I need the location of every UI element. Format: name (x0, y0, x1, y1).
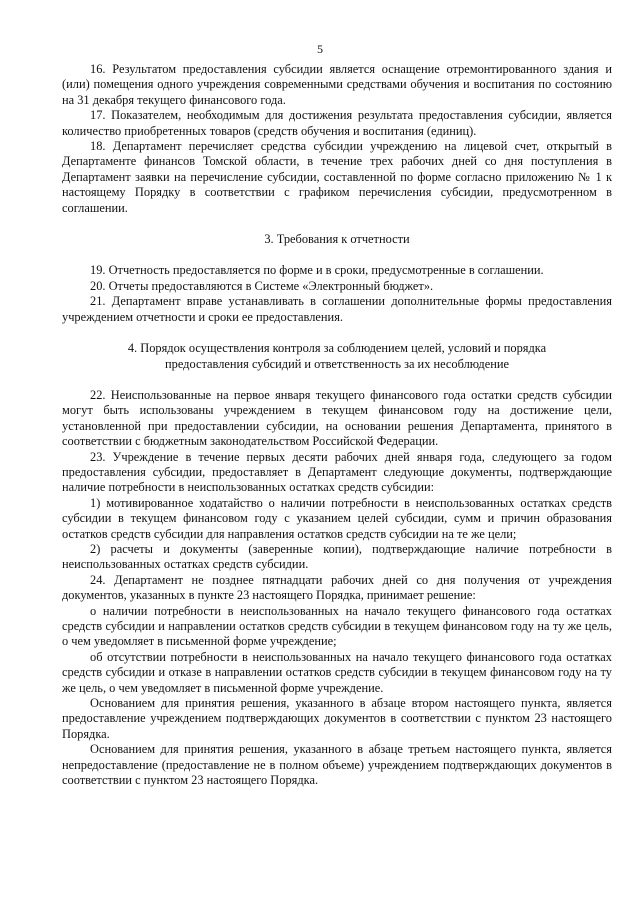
paragraph-20: 20. Отчеты предоставляются в Системе «Электронный бюджет». (90, 278, 434, 293)
section-3-heading: 3. Требования к отчетности (264, 232, 410, 247)
paragraph-24: 24. Департамент не позднее пятнадцати рабочих дней со дня получения от учреждения документов, указанных в пункте 23 настоящего Порядка, принимает решение: (62, 572, 612, 603)
paragraph-24-decision-positive: о наличии потребности в неиспользованных на начало текущего финансового года остатках средств субсидии и направлении остатков средств субсидии в текущем финансовом году на ту же цель, о чем уведомляет в письменной форме учреждение; (62, 603, 612, 649)
paragraph-18: 18. Департамент перечисляет средства субсидии учреждению на лицевой счет, открытый в Департаменте финансов Томской области, в течение трех рабочих дней со дня поступления в Департамент заявки на перечисление субсидии, составленной по форме согласно приложению № 1 к настоящему Порядку в соответствии с графиком перечисления субсидии, предусмотренном в соглашении. (62, 139, 612, 215)
page-number: 5 (317, 42, 323, 56)
paragraph-16: 16. Результатом предоставления субсидии является оснащение отремонтированного здания и (или) помещения одного учреждения современными средствами обучения и воспитания по состоянию на 31 декабря текущего финансового года. (62, 62, 612, 107)
paragraph-22: 22. Неиспользованные на первое января текущего финансового года остатки средств субсидии могут быть использованы учреждением в текущем финансовом году на достижение цели, установленной при предоставлении субсидии, на основании решения Департамента, принятого в соответствии с бюджетным законодательством Российской Федерации. (62, 387, 612, 449)
section-4-heading: 4. Порядок осуществления контроля за соблюдением целей, условий и порядка предоставления субсидий и ответственность за их несоблюдение (127, 341, 547, 371)
paragraph-24-basis-negative: Основанием для принятия решения, указанного в абзаце третьем настоящего пункта, является непредоставление (предоставление не в полном объеме) учреждением подтверждающих документов в соответствии с пунктом 23 настоящего Порядка. (62, 742, 612, 788)
paragraph-23-item-1: 1) мотивированное ходатайство о наличии потребности в неиспользованных остатках средств субсидии в текущем финансовом году с указанием целей субсидии, сумм и причин образования остатков средств субсидии для направления остатков средств субсидии на те же цели; (62, 495, 612, 541)
paragraph-24-basis-positive: Основанием для принятия решения, указанного в абзаце втором настоящего пункта, является предоставление учреждением подтверждающих документов в соответствии с пунктом 23 настоящего Порядка. (62, 696, 612, 741)
paragraph-24-decision-negative: об отсутствии потребности в неиспользованных на начало текущего финансового года остатках средств субсидии и отказе в направлении остатков средств субсидии в текущем финансовом году на ту же цель, о чем уведомляет в письменной форме учреждение. (62, 649, 612, 695)
paragraph-23: 23. Учреждение в течение первых десяти рабочих дней января года, следующего за годом предоставления субсидии, предоставляет в Департамент следующие документы, подтверждающие наличие потребности в неиспользованных остатках средств субсидии: (62, 449, 612, 495)
paragraph-21: 21. Департамент вправе устанавливать в соглашении дополнительные формы предоставления учреждением отчетности и сроки ее предоставления. (62, 294, 612, 324)
paragraph-17: 17. Показателем, необходимым для достижения результата предоставления субсидии, является количество приобретенных товаров (средств обучения и воспитания (единиц). (62, 108, 612, 138)
paragraph-19: 19. Отчетность предоставляется по форме и в сроки, предусмотренные в соглашении. (90, 263, 544, 278)
document-body (62, 0, 612, 788)
paragraph-23-item-2: 2) расчеты и документы (заверенные копии), подтверждающие наличие потребности в неиспользованных остатках средств субсидии. (62, 541, 612, 572)
